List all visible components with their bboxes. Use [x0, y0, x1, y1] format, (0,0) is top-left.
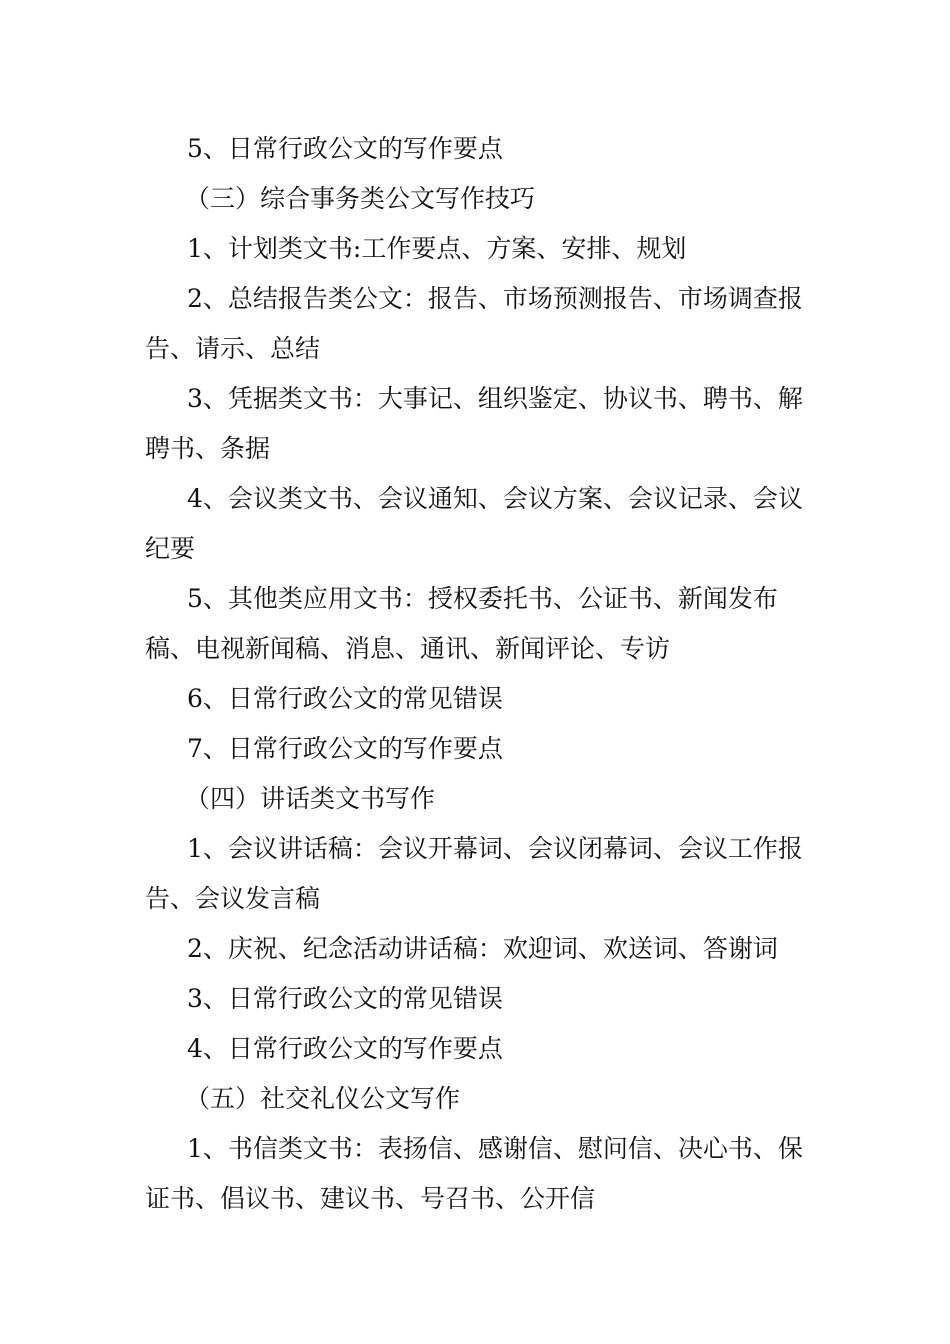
section-heading: （五）社交礼仪公文写作 [185, 1084, 461, 1113]
paragraph-item: 6、日常行政公文的常见错误 [187, 684, 503, 713]
paragraph-item: 1、计划类文书:工作要点、方案、安排、规划 [187, 234, 687, 263]
paragraph-item: 3、日常行政公文的常见错误 [187, 984, 503, 1013]
paragraph-item: 2、庆祝、纪念活动讲话稿：欢迎词、欢送词、答谢词 [187, 934, 778, 963]
paragraph-item: 1、会议讲话稿：会议开幕词、会议闭幕词、会议工作报告、会议发言稿 [145, 834, 803, 913]
paragraph-item: 3、凭据类文书：大事记、组织鉴定、协议书、聘书、解聘书、条据 [145, 384, 803, 463]
document-body [145, 124, 810, 1224]
paragraph-item: 5、日常行政公文的写作要点 [187, 134, 503, 163]
paragraph-item: 4、会议类文书、会议通知、会议方案、会议记录、会议纪要 [145, 484, 803, 563]
paragraph-item: 7、日常行政公文的写作要点 [187, 734, 503, 763]
paragraph-item: 4、日常行政公文的写作要点 [187, 1034, 503, 1063]
section-heading: （三）综合事务类公文写作技巧 [185, 184, 536, 213]
section-heading: （四）讲话类文书写作 [185, 784, 436, 813]
paragraph-item: 2、总结报告类公文：报告、市场预测报告、市场调查报告、请示、总结 [145, 284, 803, 363]
paragraph-item: 5、其他类应用文书：授权委托书、公证书、新闻发布稿、电视新闻稿、消息、通讯、新闻评论、专访 [145, 584, 778, 663]
paragraph-item: 1、书信类文书：表扬信、感谢信、慰问信、决心书、保证书、倡议书、建议书、号召书、公开信 [145, 1134, 803, 1213]
